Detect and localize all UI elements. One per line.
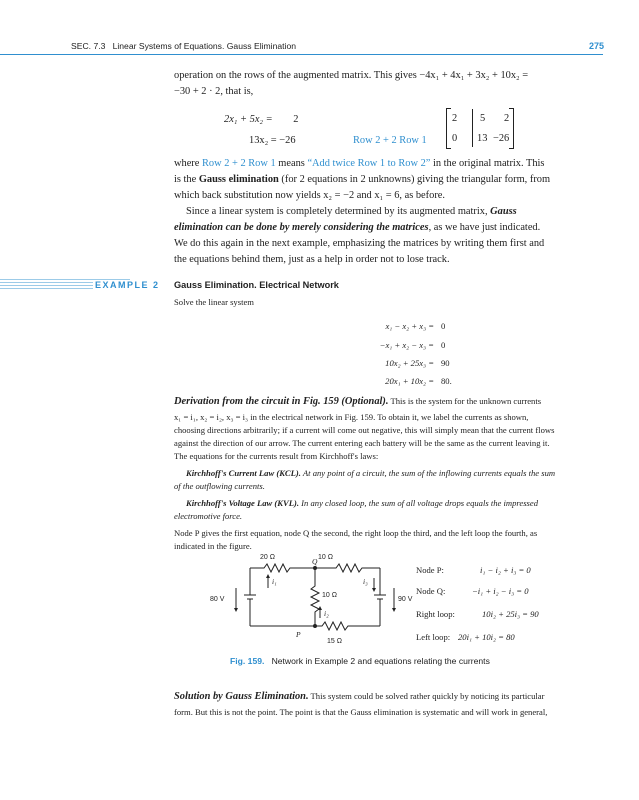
matrix-cell: 5 [480, 113, 486, 124]
fig-eq-label: Left loop: [416, 632, 451, 642]
i1-arrowhead [266, 574, 270, 578]
text: of the outflowing currents. [174, 481, 265, 491]
eq1-rhs: 2 [293, 114, 299, 125]
matrix-cell: 2 [452, 113, 458, 124]
text: This is the system for the unknown currents [388, 396, 542, 406]
text: electromotive force. [174, 511, 243, 521]
example-label: EXAMPLE 2 [95, 280, 160, 290]
kcl-heading: Kirchhoff's Current Law (KCL). [186, 468, 301, 478]
eq-text: 10i₂ + 25i₃ = 90 [482, 609, 539, 619]
intro-line-1: operation on the rows of the augmented matrix. This gives −4x₁ + 4x₁ + 3x₂ + 10x₂ = [174, 70, 529, 81]
label-r-bottom: 15 Ω [327, 638, 342, 645]
kcl-line-1 [186, 467, 555, 480]
derivation-line-1 [174, 396, 541, 407]
fig-eq [482, 608, 539, 621]
nodes-line-1: Node P gives the first equation, node Q the second, the right loop the third, and the left loop the fourth, as [174, 528, 538, 538]
fig-eq [458, 631, 515, 644]
text: In any closed loop, the sum of all voltage drops equals the impressed [299, 498, 539, 508]
eq-lhs: x₁ − x₂ + x₃ = [385, 321, 434, 331]
label-i2: i₂ [324, 609, 329, 618]
emph: elimination can be done by merely considering the matrices [174, 222, 429, 233]
example-eq [334, 339, 434, 352]
system1-row-op: Row 2 + 2 Row 1 [353, 135, 427, 146]
kvl-line-2 [174, 510, 242, 523]
label-i3: i₃ [363, 577, 368, 586]
intro-line-2: −30 + 2 · 2, that is, [174, 86, 254, 97]
text: This system could be solved rather quickly by noticing its particular [308, 691, 545, 701]
nodes-line-2: indicated in the figure. [174, 541, 252, 551]
node-q-dot [313, 566, 317, 570]
example-rhs: 0 [441, 340, 446, 350]
text: , as we have just indicated. [428, 222, 541, 233]
page-number: 275 [588, 41, 604, 51]
eq-lhs: 10x₂ + 25x₃ = [385, 358, 434, 368]
eq-lhs: 20x₁ + 10x₂ = [385, 376, 434, 386]
eq-text: 20i₁ + 10i₂ = 80 [458, 632, 515, 642]
kvl-heading: Kirchhoff's Voltage Law (KVL). [186, 498, 300, 508]
label-v-left: 80 V [210, 596, 225, 603]
eq-lhs: −x₁ + x₂ − x₃ = [379, 340, 434, 350]
matrix-left-bracket [446, 108, 451, 149]
text: (for 2 equations in 2 unknowns) giving the triangular form, from [278, 174, 551, 185]
text: Since a linear system is completely determined by its augmented matrix, [186, 206, 491, 217]
matrix-cell: 0 [452, 133, 458, 144]
system1-eq1 [224, 112, 298, 128]
fig-eq [480, 564, 531, 577]
node-p-dot [313, 624, 317, 628]
system1-eq2: 13x₂ = −26 [249, 135, 296, 146]
derivation-line-3: choosing directions arbitrarily; if a current will come out negative, this will simply mean that the current flows [174, 425, 555, 435]
section-number: SEC. 7.3 [71, 41, 106, 51]
text: At any point of a circuit, the sum of the inflowing currents equals the sum [300, 468, 556, 478]
derivation-heading: Derivation from the circuit in Fig. 159 (Optional). [174, 396, 389, 407]
example-eq [344, 320, 434, 333]
matrix-augment-bar [472, 109, 473, 147]
example-eq [324, 375, 434, 388]
fig-eq-label: Right loop: [416, 609, 455, 619]
example-rhs: 0 [441, 321, 446, 331]
label-r-top-right: 10 Ω [318, 554, 333, 561]
section-title: Linear Systems of Equations. Gauss Elimination [112, 41, 297, 51]
kcl-line-2 [174, 480, 265, 493]
para2-line-1 [186, 204, 517, 220]
text: is the [174, 174, 199, 185]
header-rule [0, 54, 603, 55]
text: in the original matrix. This [430, 158, 545, 169]
left-branch [244, 568, 256, 626]
eq-text: −i₁ + i₂ − i₃ = 0 [472, 586, 529, 596]
matrix-cell: −26 [493, 133, 510, 144]
text: where [174, 158, 202, 169]
label-r-mid: 10 Ω [322, 592, 337, 599]
fig-eq-label: Node P: [416, 565, 444, 575]
caption-text: Network in Example 2 and equations relating the currents [271, 656, 490, 666]
row-op-ref: Row 2 + 2 Row 1 [201, 158, 276, 169]
i2-arrowhead [318, 606, 322, 610]
text: means [275, 158, 308, 169]
example-eq [334, 357, 434, 370]
row-op-quote: “Add twice Row 1 to Row 2” [307, 158, 431, 169]
para2-line-2 [174, 220, 540, 236]
para2-line-4: the equations behind them, just as a help in order not to lose track. [174, 254, 450, 265]
v-left-arrowhead [234, 608, 238, 612]
label-r-top-left: 20 Ω [260, 554, 275, 561]
figure-caption [230, 656, 490, 666]
kvl-line-1 [186, 497, 538, 510]
para2-line-3: We do this again in the next example, emphasizing the matrices by writing them first and [174, 238, 545, 249]
derivation-line-2: x₁ = i₁, x₂ = i₂, x₃ = i₃ in the electrical network in Fig. 159. To obtain it, we label the currents as shown, [174, 412, 529, 422]
right-branch [374, 568, 386, 626]
label-node-q: Q [312, 557, 318, 566]
middle-branch [311, 568, 319, 626]
emph: Gauss [490, 206, 517, 217]
solution-line-1 [174, 691, 544, 702]
example-rhs: 90 [441, 358, 450, 368]
label-node-p: P [296, 630, 301, 639]
eq1-lhs: 2x₁ + 5x₂ = [224, 114, 273, 125]
i3-arrowhead [372, 588, 376, 592]
fig-eq-label: Node Q: [416, 586, 446, 596]
fig-eq [472, 585, 529, 598]
label-i1: i₁ [272, 577, 277, 586]
para1-line-1 [174, 156, 544, 172]
solution-line-2: form. But this is not the point. The point is that the Gauss elimination is systematic and will work in general, [174, 707, 548, 717]
matrix-cell: 13 [477, 133, 488, 144]
matrix-cell: 2 [504, 113, 510, 124]
example-title: Gauss Elimination. Electrical Network [174, 280, 339, 290]
solution-heading: Solution by Gauss Elimination. [174, 691, 309, 702]
para1-line-2 [174, 172, 550, 188]
augmented-matrix [446, 108, 514, 148]
caption-label: Fig. 159. [230, 656, 265, 666]
para1-line-3: which back substitution now yields x₂ = −2 and x₁ = 6, as before. [174, 190, 445, 201]
example-rhs: 80. [441, 376, 452, 386]
derivation-line-5: The equations for the currents result from Kirchhoff's laws: [174, 451, 379, 461]
running-header [71, 41, 296, 51]
example-solve: Solve the linear system [174, 297, 254, 307]
derivation-line-4: against the direction of our arrow. The current entering each battery will be the same as the current leaving it. [174, 438, 550, 448]
circuit-diagram [210, 548, 413, 648]
v-right-arrowhead [392, 608, 396, 612]
label-v-right: 90 V [398, 596, 413, 603]
eq-text: i₁ − i₂ + i₃ = 0 [480, 565, 531, 575]
matrix-right-bracket [509, 108, 514, 149]
term-gauss-elimination: Gauss elimination [198, 174, 279, 185]
